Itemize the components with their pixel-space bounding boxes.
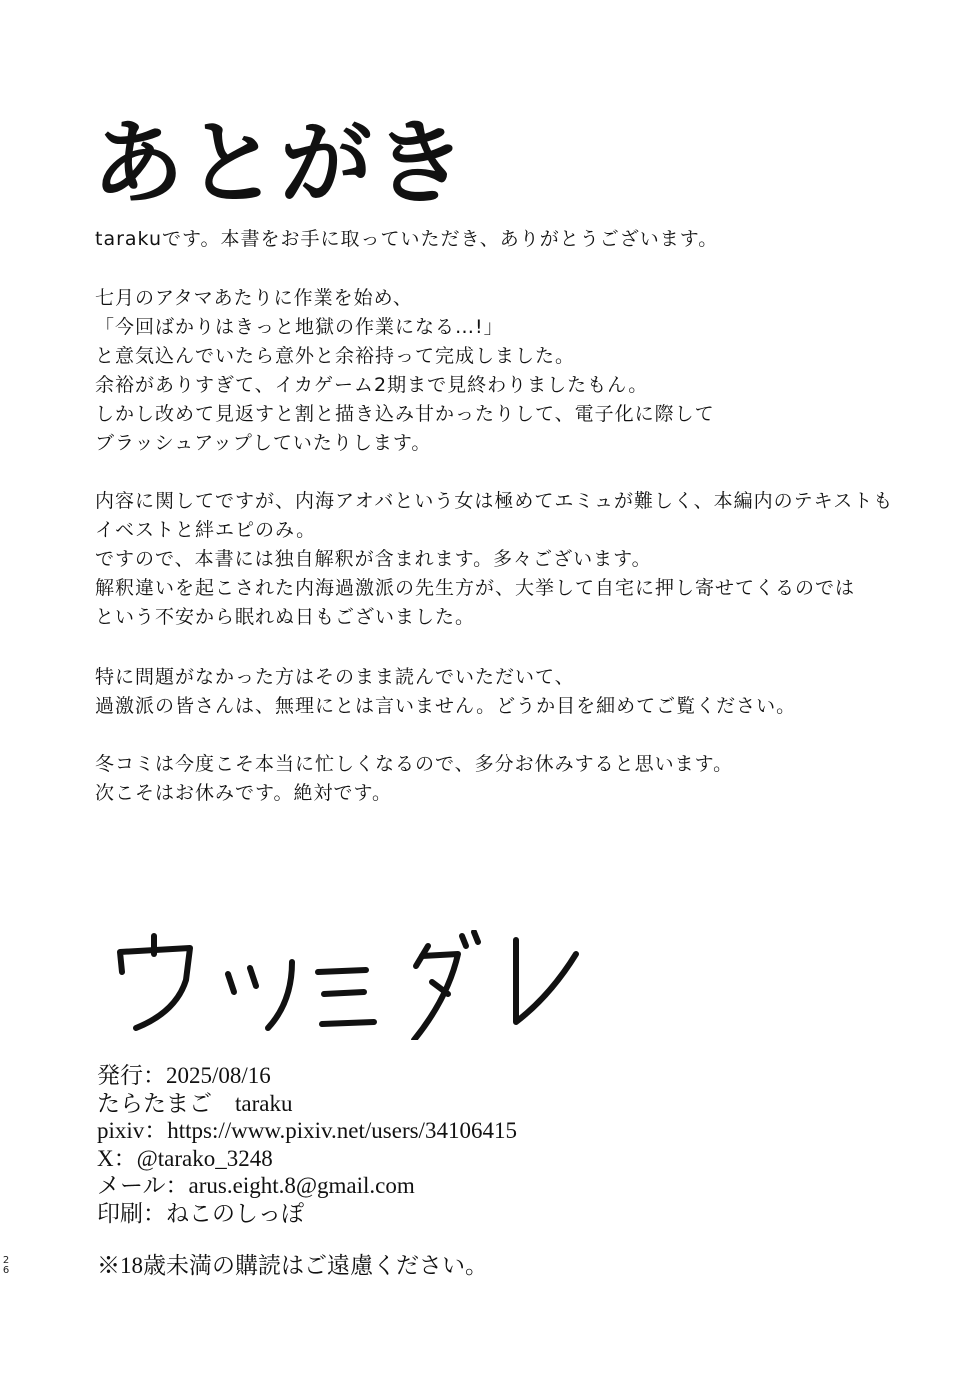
paragraph-content (95, 487, 893, 632)
printer: 印刷：ねこのしっぽ (97, 1200, 304, 1226)
page-number (1, 1256, 11, 1276)
pixiv-link: pixiv：https://www.pixiv.net/users/34106415 (97, 1118, 517, 1143)
handwritten-title-logo (110, 930, 590, 1040)
text-line: ですので、本書には独自解釈が含まれます。多々ございます。 (95, 548, 652, 570)
text-line: という不安から眠れぬ日もございました。 (95, 606, 476, 628)
text-line: ブラッシュアップしていたりします。 (95, 432, 432, 454)
paragraph-comiket (95, 750, 733, 808)
email-address: メール：arus.eight.8@gmail.com (97, 1173, 415, 1198)
intro-line: tarakuです。本書をお手に取っていただき、ありがとうございます。 (95, 228, 719, 250)
paragraph-schedule (95, 284, 715, 458)
afterword-title: あとがき (92, 110, 469, 217)
text-line: イベストと絆エピのみ。 (95, 519, 317, 541)
paragraph-readers (95, 663, 796, 721)
text-line: 「今回ばかりはきっと地獄の作業になる…!」 (95, 316, 504, 338)
text-line: 内容に関してですが、内海アオバという女は極めてエミュが難しく、本編内のテキストも (95, 490, 894, 512)
age-notice: ※18歳未満の購読はご遠慮ください。 (97, 1253, 488, 1278)
text-line: 余裕がありすぎて、イカゲーム2期まで見終わりましたもん。 (95, 374, 649, 396)
text-line: 七月のアタマあたりに作業を始め、 (95, 287, 413, 309)
circle-name: たらたまご taraku (97, 1090, 293, 1116)
page-number-digit: 2 (2, 1255, 10, 1266)
text-line: 冬コミは今度こそ本当に忙しくなるので、多分お休みすると思います。 (95, 753, 734, 775)
text-line: 過激派の皆さんは、無理にとは言いません。どうか目を細めてご覧ください。 (95, 695, 797, 717)
text-line: 特に問題がなかった方はそのまま読んでいただいて、 (95, 666, 575, 688)
text-line: と意気込んでいたら意外と余裕持って完成しました。 (95, 345, 576, 367)
text-line: 解釈違いを起こされた内海過激派の先生方が、大挙して自宅に押し寄せてくるのでは (95, 577, 856, 599)
x-account: X：@tarako_3248 (97, 1145, 273, 1171)
colophon (97, 1062, 517, 1227)
text-line: 次こそはお休みです。絶対です。 (95, 782, 392, 804)
text-line: しかし改めて見返すと割と描き込み甘かったりして、電子化に際して (95, 403, 715, 425)
page-number-digit: 6 (2, 1265, 10, 1276)
issue-date: 発行：2025/08/16 (97, 1063, 271, 1088)
